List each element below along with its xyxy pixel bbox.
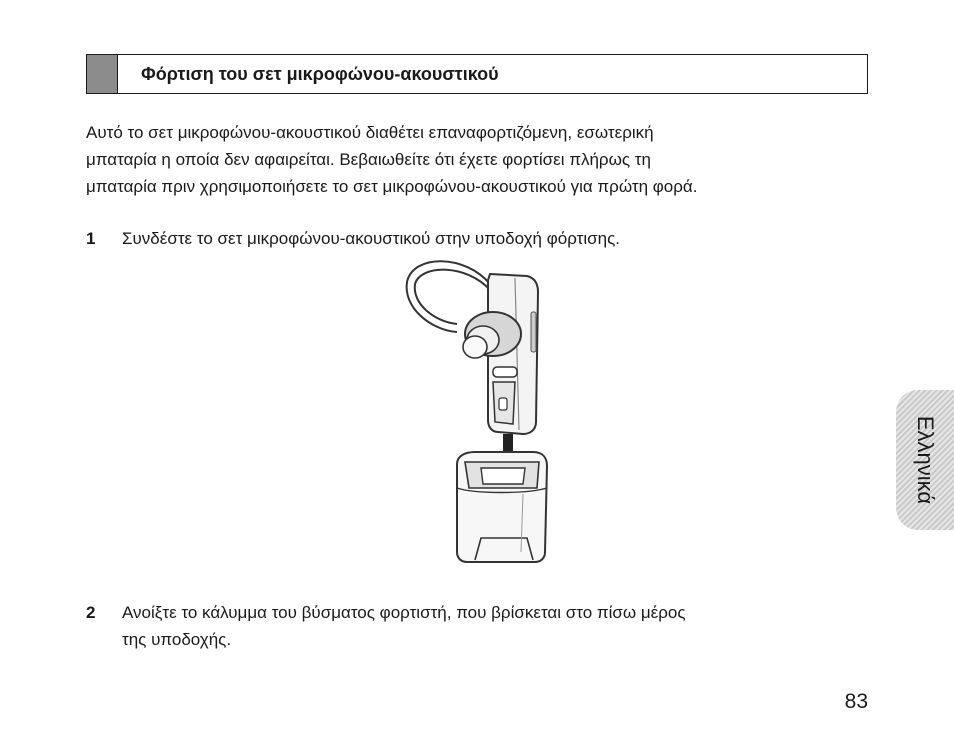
headset-charging-illustration bbox=[395, 252, 565, 572]
section-title: Φόρτιση του σετ μικροφώνου-ακουστικού bbox=[141, 64, 499, 84]
intro-paragraph bbox=[86, 119, 876, 200]
intro-line: μπαταρία πριν χρησιμοποιήσετε το σετ μικροφώνου-ακουστικού για πρώτη φορά. bbox=[86, 177, 698, 196]
step-number: 1 bbox=[86, 229, 96, 248]
step-line: Συνδέστε το σετ μικροφώνου-ακουστικού στην υποδοχή φόρτισης. bbox=[122, 229, 620, 248]
page-number: 83 bbox=[844, 690, 868, 713]
charging-cradle bbox=[457, 452, 547, 562]
step-text bbox=[122, 599, 862, 653]
intro-line: Αυτό το σετ μικροφώνου-ακουστικού διαθέτει επαναφορτιζόμενη, εσωτερική bbox=[86, 123, 654, 142]
ear-gel bbox=[463, 312, 521, 358]
step-text bbox=[122, 225, 862, 252]
step-line: Ανοίξτε το κάλυμμα του βύσματος φορτιστή, που βρίσκεται στο πίσω μέρος bbox=[122, 603, 686, 622]
language-tab bbox=[896, 390, 954, 530]
step-number: 2 bbox=[86, 603, 96, 622]
step-line: της υποδοχής. bbox=[122, 630, 232, 649]
intro-line: μπαταρία η οποία δεν αφαιρείται. Βεβαιωθείτε ότι έχετε φορτίσει πλήρως τη bbox=[86, 150, 651, 169]
section-marker bbox=[87, 55, 118, 93]
section-header bbox=[86, 54, 868, 94]
language-label: Ελληνικά bbox=[913, 415, 938, 505]
